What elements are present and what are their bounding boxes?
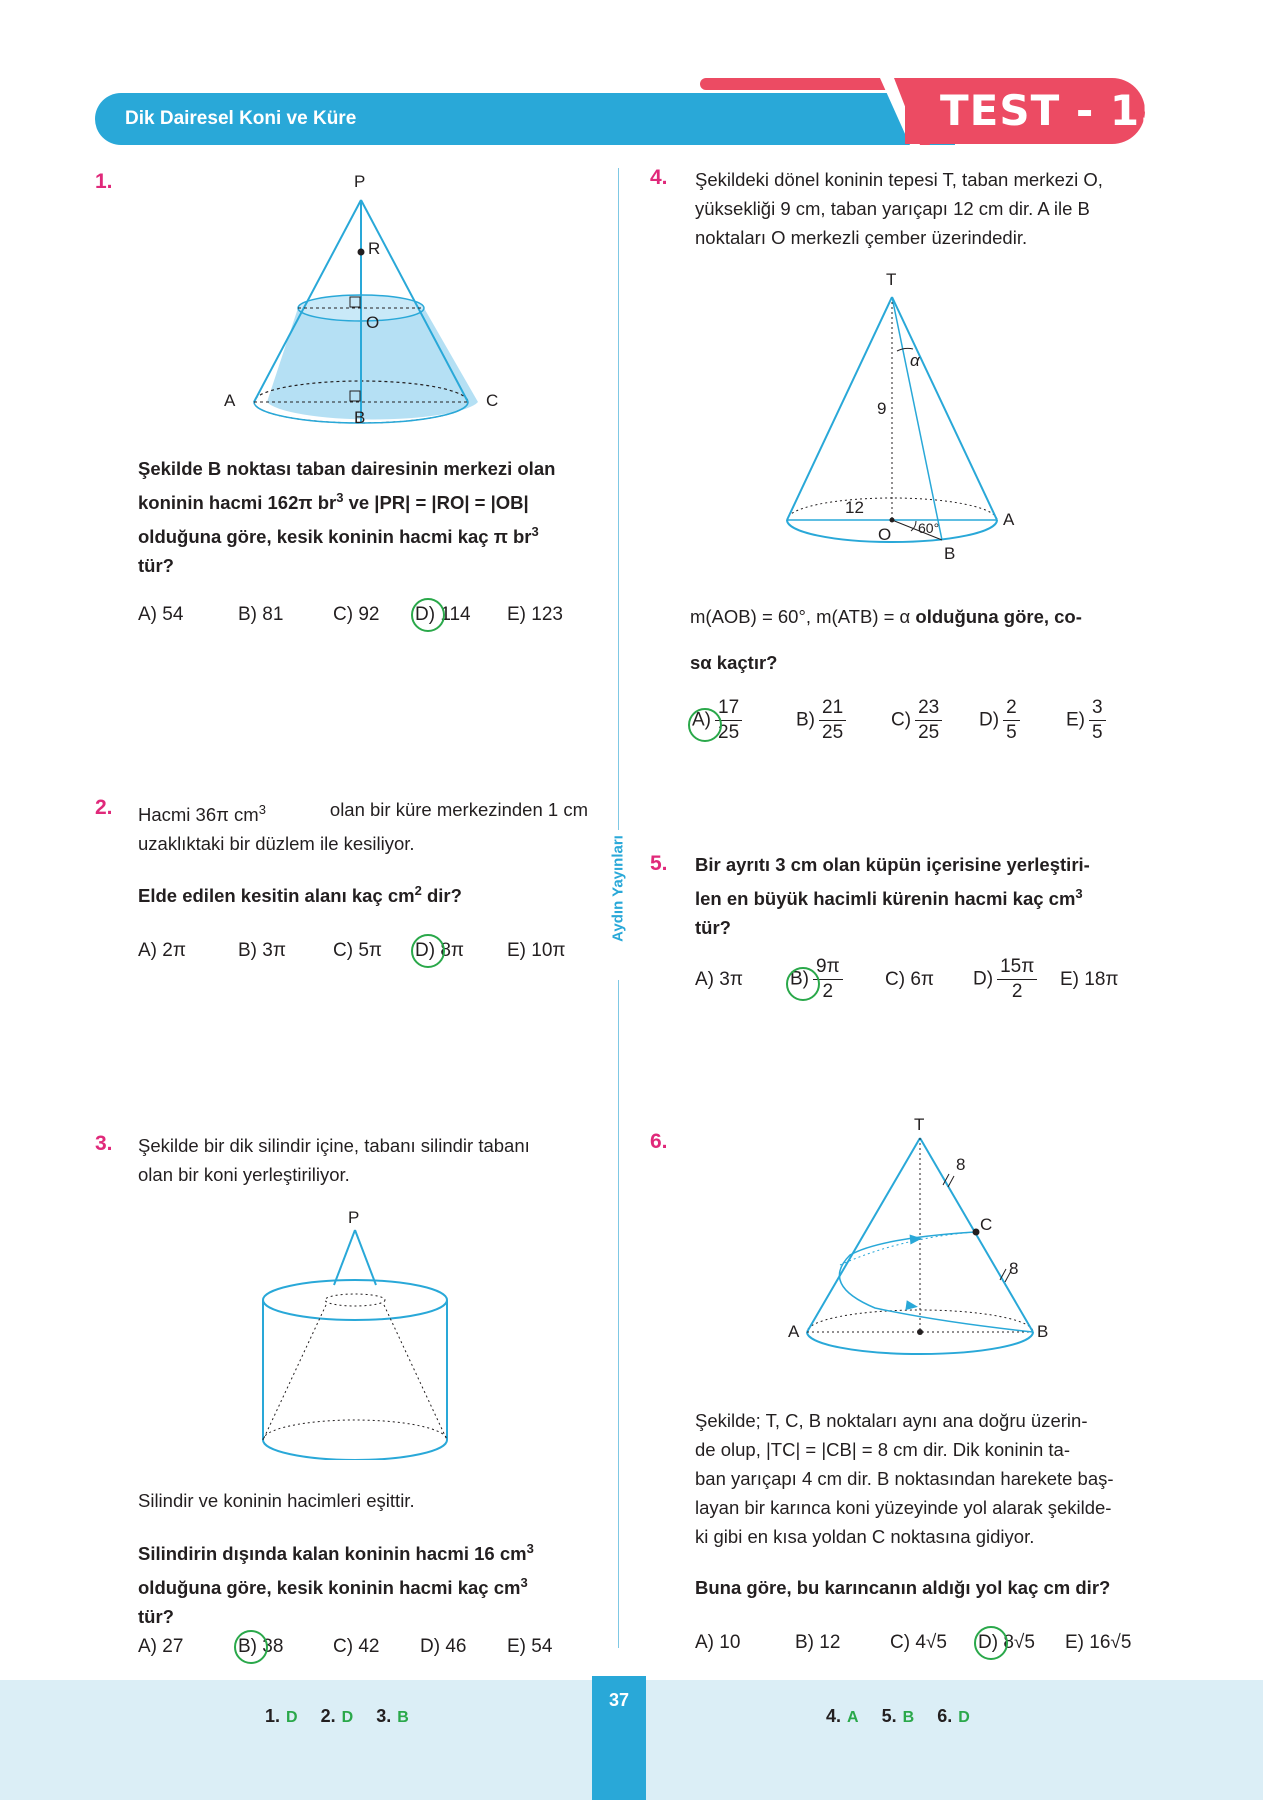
- q4-option-c-den: 25: [918, 722, 940, 743]
- q4-label-radius: 12: [845, 498, 864, 517]
- q2-text-line1: [138, 795, 588, 829]
- q1-label-r: R: [368, 239, 381, 258]
- q3-sup-question: 3: [520, 1575, 528, 1591]
- q4-text-line3: noktaları O merkezli çember üzerindedir.: [695, 227, 1028, 248]
- q1-options: [138, 604, 563, 626]
- q3-option-d[interactable]: D) 46: [420, 1636, 467, 1657]
- q4-option-c[interactable]: [891, 696, 979, 745]
- q6-option-d[interactable]: [978, 1632, 1065, 1654]
- q4-label-angle: 60°: [918, 520, 940, 536]
- q5-option-b-den: 2: [822, 981, 834, 1002]
- q4-figure: [770, 265, 1020, 565]
- q4-option-a[interactable]: [692, 696, 796, 745]
- q3-option-e[interactable]: E) 54: [507, 1636, 553, 1657]
- q2-option-d[interactable]: [415, 940, 507, 962]
- q2-sup-volume: 3: [258, 802, 266, 817]
- q6-option-d-label: D) 8√5: [978, 1632, 1035, 1653]
- q4-options: [692, 696, 1106, 745]
- q1-figure: [210, 165, 510, 430]
- q6-option-e[interactable]: E) 16√5: [1065, 1632, 1132, 1653]
- q6-text: [695, 1406, 1150, 1551]
- q2-option-b[interactable]: B) 3π: [238, 940, 286, 961]
- q1-text-line1: Şekilde B noktası taban dairesinin merkezi olan: [138, 458, 556, 479]
- q4-label-height: 9: [877, 399, 887, 418]
- q3-number: 3.: [95, 1132, 113, 1155]
- answer-key-item: 1. D: [265, 1706, 298, 1726]
- q2-volume: Hacmi 36π cm: [138, 804, 259, 826]
- q4-label-b: B: [944, 544, 956, 563]
- q6-option-c[interactable]: C) 4√5: [890, 1632, 947, 1653]
- q3-option-c[interactable]: C) 42: [333, 1636, 380, 1657]
- q4-text: [695, 165, 1145, 252]
- q5-option-b[interactable]: [790, 955, 885, 1004]
- q3-condition: Silindir ve koninin hacimleri eşittir.: [138, 1490, 415, 1511]
- q2-text-line2: uzaklıktaki bir düzlem ile kesiliyor.: [138, 833, 415, 855]
- q5-option-d[interactable]: [973, 955, 1060, 1004]
- q6-text-line5: ki gibi en kısa yoldan C noktasına gidiyor.: [695, 1526, 1035, 1547]
- q3-options: [138, 1636, 552, 1658]
- q1-sup-question: 3: [531, 524, 539, 540]
- q5-text-line2: [695, 879, 1145, 913]
- q1-volume: koninin hacmi 162π br: [138, 492, 337, 514]
- q2-option-c[interactable]: C) 5π: [333, 940, 383, 961]
- q6-label-t: T: [914, 1115, 925, 1134]
- q5-options: [695, 955, 1119, 1004]
- q5-text-line1: Bir ayrıtı 3 cm olan küpün içerisine yerleştiri-: [695, 854, 1090, 875]
- q6-label-a: A: [788, 1322, 800, 1341]
- q2-number: 2.: [95, 796, 113, 819]
- q4-option-a-den: 25: [718, 722, 740, 743]
- q6-option-a[interactable]: A) 10: [695, 1632, 741, 1653]
- q4-option-b-num: 21: [819, 696, 846, 721]
- q1-answer-circle: [411, 598, 445, 632]
- q3-label-p: P: [348, 1208, 360, 1227]
- q3-option-a[interactable]: A) 27: [138, 1636, 184, 1657]
- q5-number: 5.: [650, 852, 668, 875]
- q6-label-tc: 8: [956, 1155, 966, 1174]
- answer-key-right: [826, 1706, 988, 1727]
- q6-figure: [780, 1110, 1060, 1370]
- q5-text-line2-main: len en büyük hacimli kürenin hacmi kaç cm: [695, 888, 1076, 910]
- answer-key-item: 2. D: [320, 1706, 354, 1726]
- test-label: TEST - 15: [940, 86, 1171, 135]
- q1-label-b: B: [354, 408, 366, 427]
- q4-condition-question: olduğuna göre, co-: [915, 606, 1082, 627]
- q5-option-d-den: 2: [1011, 981, 1023, 1002]
- q4-option-d-label: D): [979, 709, 1000, 731]
- q2-text: [138, 795, 588, 858]
- q3-question-line3: tür?: [138, 1606, 174, 1628]
- q4-answer-circle: [688, 708, 722, 742]
- q5-option-d-label: D): [973, 968, 994, 990]
- q1-option-b[interactable]: B) 81: [238, 604, 284, 625]
- q4-option-e-num: 3: [1089, 696, 1106, 721]
- q1-number: 1.: [95, 170, 113, 193]
- q3-question-volume: Silindirin dışında kalan koninin hacmi 16 cm: [138, 1543, 527, 1565]
- q4-question: sα kaçtır?: [690, 652, 778, 673]
- q4-option-b-den: 25: [822, 722, 844, 743]
- q4-option-d-den: 5: [1006, 722, 1017, 743]
- q3-text-line2: olan bir koni yerleştiriliyor.: [138, 1164, 350, 1185]
- q5-text: [695, 850, 1145, 942]
- q2-options: [138, 940, 566, 962]
- q4-option-e-den: 5: [1092, 722, 1103, 743]
- q1-option-d[interactable]: [415, 604, 507, 626]
- q6-answer-circle: [974, 1626, 1008, 1660]
- q2-question-main: Elde edilen kesitin alanı kaç cm: [138, 885, 415, 907]
- q1-sup-volume: 3: [336, 490, 344, 505]
- q3-figure: [250, 1205, 460, 1460]
- q6-label-cb: 8: [1009, 1259, 1019, 1278]
- q4-text-line2: yüksekliği 9 cm, taban yarıçapı 12 cm dir. A ile B: [695, 198, 1090, 219]
- answer-key-item: 5. B: [881, 1706, 915, 1726]
- q3-question-line1: [138, 1534, 588, 1568]
- q1-label-a: A: [224, 391, 236, 410]
- q4-option-b[interactable]: [796, 696, 891, 745]
- q6-number: 6.: [650, 1130, 668, 1153]
- q2-option-e[interactable]: E) 10π: [507, 940, 566, 961]
- q2-option-a[interactable]: A) 2π: [138, 940, 186, 961]
- q4-option-a-label: A): [692, 709, 711, 731]
- q2-question-end: dir?: [426, 885, 462, 907]
- q5-option-c[interactable]: C) 6π: [885, 968, 935, 990]
- q1-label-c: C: [486, 391, 499, 410]
- q1-text-line2: [138, 483, 588, 517]
- q6-option-b[interactable]: B) 12: [795, 1632, 841, 1653]
- q1-text-line3: [138, 517, 588, 551]
- q6-label-c: C: [980, 1215, 993, 1234]
- q5-option-e[interactable]: E) 18π: [1060, 968, 1119, 990]
- q6-label-b: B: [1037, 1322, 1049, 1341]
- q4-option-e-label: E): [1066, 709, 1085, 731]
- q2-option-d-label: D) 8π: [415, 940, 465, 961]
- q6-text-line4: layan bir karınca koni yüzeyinde yol alarak şekilde-: [695, 1497, 1112, 1518]
- q3-text-line1: Şekilde bir dik silindir içine, tabanı silindir tabanı: [138, 1135, 530, 1156]
- q4-option-d[interactable]: [979, 696, 1066, 745]
- q1-label-o: O: [366, 313, 380, 332]
- q4-number: 4.: [650, 166, 668, 189]
- q5-option-b-label: B): [790, 968, 809, 990]
- q1-question: olduğuna göre, kesik koninin hacmi kaç π br: [138, 526, 532, 548]
- q6-question: Buna göre, bu karıncanın aldığı yol kaç cm dir?: [695, 1577, 1111, 1598]
- q1-label-p: P: [354, 172, 366, 191]
- q5-option-d-num: 15π: [997, 955, 1037, 980]
- q1-text: [138, 454, 588, 580]
- q1-option-c[interactable]: C) 92: [333, 604, 380, 625]
- q6-text-line3: ban yarıçapı 4 cm dir. B noktasından harekete baş-: [695, 1468, 1114, 1489]
- q4-option-d-num: 2: [1003, 696, 1020, 721]
- q5-option-b-num: 9π: [813, 955, 843, 980]
- q2-question: [138, 876, 588, 910]
- q1-option-d-label: D) 114: [415, 604, 471, 625]
- q1-lengths: ve |PR| = |RO| = |OB|: [348, 492, 529, 514]
- q3-question-main: olduğuna göre, kesik koninin hacmi kaç cm: [138, 1577, 521, 1599]
- q1-text-line4: tür?: [138, 555, 174, 577]
- q4-option-c-label: C): [891, 709, 912, 731]
- q4-label-alpha: α: [910, 351, 920, 370]
- publisher-label: Aydın Yayınları: [609, 835, 627, 942]
- q6-options: [695, 1632, 1131, 1654]
- q2-sup-question: 2: [414, 883, 422, 898]
- q3-option-b-label: B) 38: [238, 1636, 284, 1657]
- q4-label-t: T: [886, 270, 897, 289]
- q4-label-a: A: [1003, 510, 1015, 529]
- q6-text-line1: Şekilde; T, C, B noktaları aynı ana doğru üzerin-: [695, 1410, 1088, 1431]
- answer-key-item: 6. D: [937, 1706, 970, 1726]
- answer-key-item: 4. A: [826, 1706, 859, 1726]
- q5-text-line3: tür?: [695, 917, 731, 939]
- q4-condition-math: m(AOB) = 60°, m(ATB) = α: [690, 606, 911, 627]
- q6-text-line2: de olup, |TC| = |CB| = 8 cm dir. Dik koninin ta-: [695, 1439, 1070, 1460]
- q3-sup-volume: 3: [526, 1541, 534, 1556]
- q4-option-b-label: B): [796, 709, 815, 731]
- header-title: Dik Dairesel Koni ve Küre: [125, 108, 357, 129]
- q5-sup: 3: [1075, 886, 1083, 901]
- q3-question: [138, 1534, 588, 1631]
- q1-option-a[interactable]: A) 54: [138, 604, 184, 625]
- q4-option-c-num: 23: [915, 696, 942, 721]
- q5-answer-circle: [786, 967, 820, 1001]
- q4-option-a-num: 17: [715, 696, 742, 721]
- answer-key-item: 3. B: [376, 1706, 409, 1726]
- q3-answer-circle: [234, 1630, 268, 1664]
- q3-option-b[interactable]: [238, 1636, 333, 1658]
- q3-text: [138, 1131, 588, 1189]
- answer-key-left: [265, 1706, 427, 1727]
- page-number: 37: [608, 1690, 630, 1710]
- q5-option-a[interactable]: A) 3π: [695, 968, 743, 990]
- q4-option-e[interactable]: [1066, 696, 1106, 745]
- q4-label-o: O: [878, 525, 892, 544]
- q2-answer-circle: [411, 934, 445, 968]
- q2-plane-distance: olan bir küre merkezinden 1 cm: [329, 799, 588, 820]
- q4-condition: [690, 602, 1150, 631]
- q3-question-line2: [138, 1568, 588, 1602]
- q1-option-e[interactable]: E) 123: [507, 604, 563, 625]
- q4-text-line1: Şekildeki dönel koninin tepesi T, taban merkezi O,: [695, 169, 1103, 190]
